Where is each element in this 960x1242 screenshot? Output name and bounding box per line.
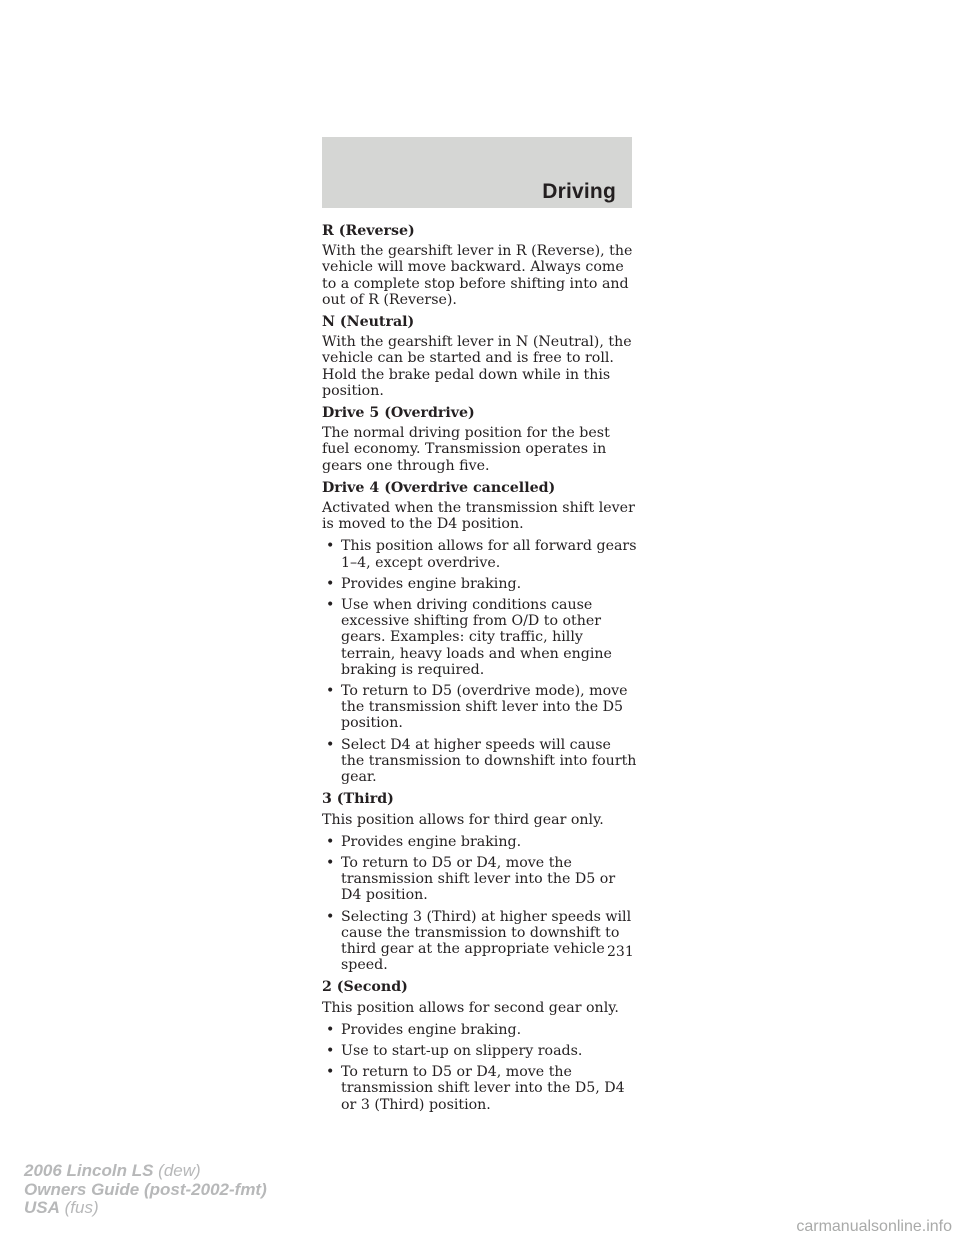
list-item xyxy=(322,1064,638,1113)
bullet-icon: • xyxy=(326,538,335,555)
bullet-icon: • xyxy=(326,908,335,925)
list-item-text: Provides engine braking. xyxy=(341,833,522,850)
list-item-text: To return to D5 or D4, move the transmission shift lever into the D5, D4 or 3 (Third) position. xyxy=(341,1064,625,1113)
section-heading: R (Reverse) xyxy=(322,223,415,239)
list-item-text: Provides engine braking. xyxy=(341,1021,522,1038)
list-item-text: To return to D5 or D4, move the transmission shift lever into the D5 or D4 position. xyxy=(341,854,616,904)
bullet-icon: • xyxy=(326,597,335,614)
bullet-list xyxy=(322,834,638,974)
page-number: 231 xyxy=(607,944,634,960)
chapter-title: Driving xyxy=(542,180,616,203)
section-heading: N (Neutral) xyxy=(322,314,415,331)
footer-line xyxy=(24,1199,267,1218)
section-heading: 2 (Second) xyxy=(322,979,408,996)
bullet-list xyxy=(322,538,638,785)
list-item xyxy=(322,683,638,732)
footer-line-strong: Owners Guide (post-2002-fmt) xyxy=(24,1179,267,1199)
list-item-text: Select D4 at higher speeds will cause the transmission to downshift into fourth gear. xyxy=(341,736,637,786)
bullet-icon: • xyxy=(326,683,335,700)
footer-line-strong: USA xyxy=(24,1198,60,1217)
site-watermark: carmanualsonline.info xyxy=(796,1218,952,1235)
footer-line-strong: 2006 Lincoln LS xyxy=(24,1161,154,1180)
bullet-list xyxy=(322,1022,638,1113)
section-paragraph: The normal driving position for the best fuel economy. Transmission operates in gears one through five. xyxy=(322,425,610,474)
list-item-text: Use to start-up on slippery roads. xyxy=(341,1042,583,1059)
section-paragraph: This position allows for second gear only. xyxy=(322,999,619,1016)
section-heading: Drive 4 (Overdrive cancelled) xyxy=(322,479,556,496)
bullet-icon: • xyxy=(326,1042,335,1059)
bullet-icon: • xyxy=(326,833,335,850)
page-content xyxy=(322,223,638,1119)
list-item xyxy=(322,538,638,570)
list-item-text: Provides engine braking. xyxy=(341,575,522,592)
section-paragraph: With the gearshift lever in R (Reverse), the vehicle will move backward. Always come to a complete stop before shifting into and out of R (Reverse). xyxy=(322,243,633,308)
document-footer xyxy=(24,1162,267,1218)
list-item xyxy=(322,855,638,904)
bullet-icon: • xyxy=(326,1064,335,1081)
footer-line-rest: (dew) xyxy=(153,1161,201,1180)
section-heading: 3 (Third) xyxy=(322,791,394,808)
list-item xyxy=(322,737,638,786)
list-item-text: Use when driving conditions cause excessive shifting from O/D to other gears. Examples: city traffic, hilly terrain, heavy loads and when engine braking is required. xyxy=(341,597,612,678)
list-item xyxy=(322,834,638,850)
list-item xyxy=(322,1043,638,1059)
list-item-text: To return to D5 (overdrive mode), move the transmission shift lever into the D5 position. xyxy=(341,683,628,732)
section-paragraph: Activated when the transmission shift lever is moved to the D4 position. xyxy=(322,500,635,533)
list-item-text: Selecting 3 (Third) at higher speeds will cause the transmission to downshift to third gear at the appropriate vehicle speed. xyxy=(341,908,632,974)
list-item xyxy=(322,1022,638,1038)
section-paragraph: With the gearshift lever in N (Neutral), the vehicle can be started and is free to roll. Hold the brake pedal down while in this position. xyxy=(322,334,632,399)
bullet-icon: • xyxy=(326,575,335,592)
chapter-header-band xyxy=(322,137,632,208)
list-item xyxy=(322,909,638,974)
bullet-icon: • xyxy=(326,854,335,871)
list-item-text: This position allows for all forward gears 1–4, except overdrive. xyxy=(341,538,637,571)
list-item xyxy=(322,597,638,678)
footer-line xyxy=(24,1162,267,1181)
section-heading: Drive 5 (Overdrive) xyxy=(322,405,475,422)
footer-line-rest: (fus) xyxy=(59,1198,99,1217)
footer-line xyxy=(24,1181,267,1200)
section-paragraph: This position allows for third gear only. xyxy=(322,811,604,828)
bullet-icon: • xyxy=(326,736,335,753)
list-item xyxy=(322,576,638,592)
bullet-icon: • xyxy=(326,1021,335,1038)
